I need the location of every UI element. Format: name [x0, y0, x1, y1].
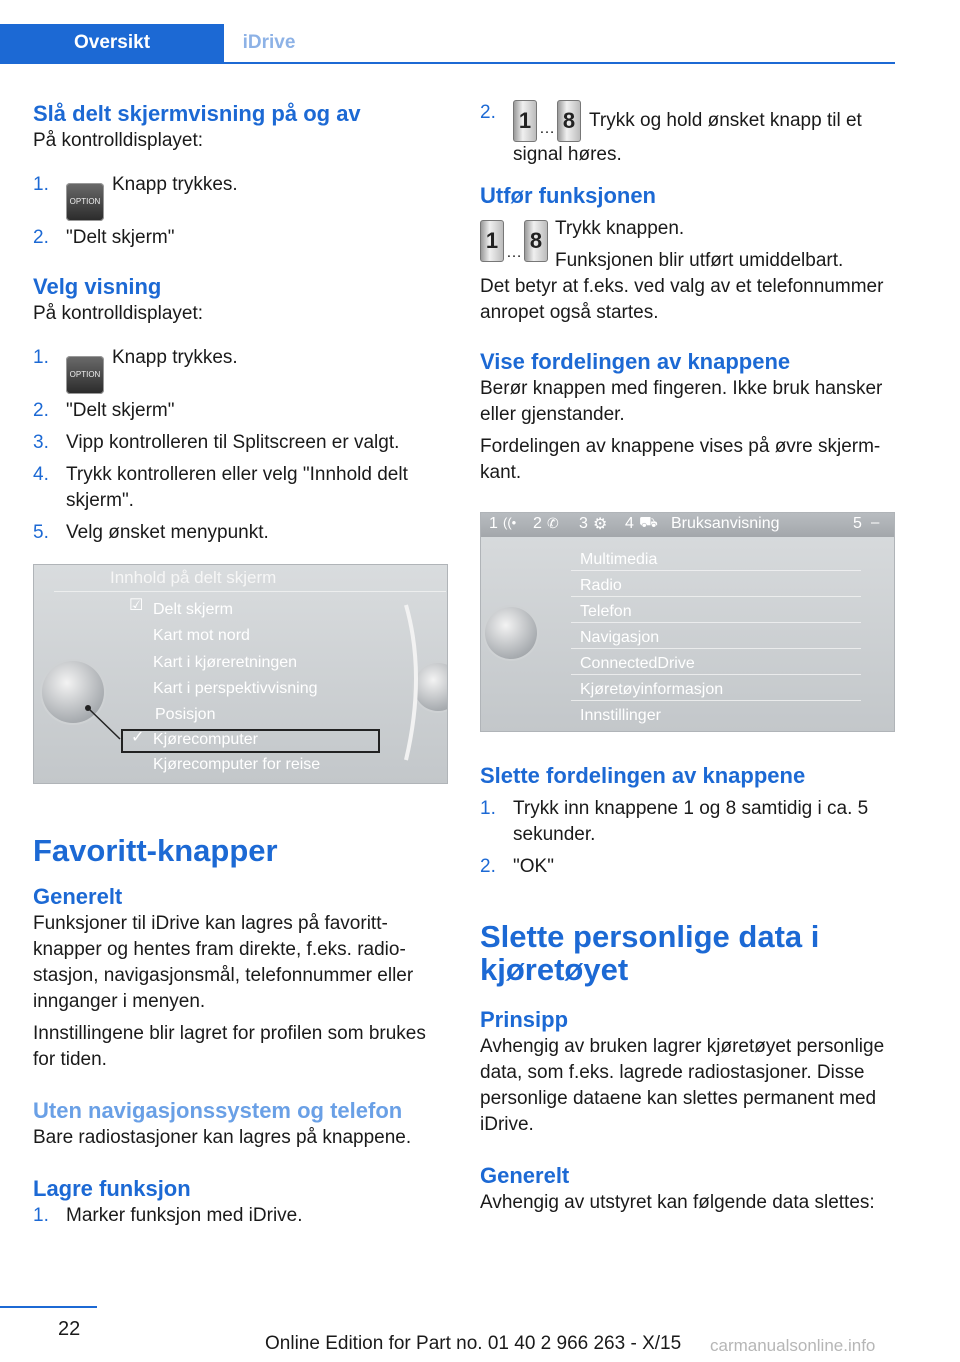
favorite-keys-icon: 1 … 8 — [480, 220, 548, 262]
step-list — [33, 345, 448, 546]
list-item: 3. Vipp kontrolleren til Splitscreen er valgt. — [33, 432, 400, 453]
menu-item: Radio — [580, 577, 622, 594]
menu-item: Kjøretøyinformasjon — [580, 681, 724, 698]
favorite-buttons-screenshot — [480, 512, 895, 732]
option-button-icon: OPTION — [66, 183, 104, 221]
section-heading-lagre: Lagre funksjon — [33, 1176, 191, 1201]
dash-icon: – — [871, 514, 880, 531]
step-list — [33, 172, 448, 251]
list-item: 1. Marker funksjon med iDrive. — [33, 1205, 303, 1226]
header-tabbar — [0, 24, 895, 64]
list-item: 1. Trykk inn knappene 1 og 8 samtidig i ca. 5 sekunder. — [480, 798, 869, 845]
step-list — [33, 1203, 448, 1229]
menu-item: Multimedia — [580, 551, 658, 568]
list-item: 1. OPTIONKnapp trykkes. — [33, 345, 448, 394]
paragraph: Avhengig av utstyret kan følgende data slettes: — [480, 1192, 875, 1213]
menu-item: Telefon — [580, 603, 632, 620]
page-number: 22 — [58, 1318, 81, 1340]
favorite-topbar: 1 ((• 2 ✆ 3 ⚙ 4 ⛟ Bruksanvisning 5 – — [481, 513, 894, 537]
list-item: 1. OPTIONKnapp trykkes. — [33, 172, 448, 221]
favorite-key-8-icon: 8 — [557, 100, 581, 142]
paragraph: Bare radiostasjoner kan lagres på knappene. — [33, 1127, 412, 1148]
utfor-block — [480, 216, 896, 326]
paragraph: Berør knappen med fingeren. Ikke bruk hansker eller gjenstander. — [480, 378, 883, 425]
chapter-heading-personlige-data: Slette personlige data i kjøretøyet — [480, 919, 820, 987]
section-heading-prinsipp: Prinsipp — [480, 1007, 569, 1032]
step-list — [480, 796, 896, 880]
list-item: 5. Velg ønsket menypunkt. — [33, 522, 269, 543]
checkbox-check-icon: ☑ — [129, 597, 144, 614]
list-item: 4. Trykk kontrolleren eller velg "Innhold delt skjerm". — [33, 464, 408, 511]
topbar-label: Bruksanvisning — [671, 515, 780, 532]
checkmark-icon: ✓ — [131, 729, 145, 746]
menu-item: Innstillinger — [580, 707, 661, 724]
paragraph: Funksjoner til iDrive kan lagres på favorittknapper og hentes fram direkte, f.eks. radiostasjon, navigasjonsmål, telefonnummer eller innganger i menyen. — [33, 913, 414, 1012]
menu-item: Kart mot nord — [153, 627, 250, 644]
page-number-rule — [0, 1306, 97, 1308]
section-heading-generelt-right: Generelt — [480, 1163, 570, 1188]
watermark: carmanualsonline.info — [710, 1336, 876, 1355]
menu-item: ConnectedDrive — [580, 655, 695, 672]
car-icon: ⛟ — [639, 514, 658, 531]
intro-text: På kontrolldisplayet: — [33, 130, 204, 151]
list-item: 2. "OK" — [480, 856, 554, 877]
section-heading-utfor: Utfør funksjonen — [480, 183, 656, 208]
step-list — [480, 100, 896, 168]
intro-text: På kontrolldisplayet: — [33, 303, 204, 324]
menu-item: Navigasjon — [580, 629, 660, 646]
paragraph: Det betyr at f.eks. ved valg av et telefonnummer anropet også startes. — [480, 276, 884, 323]
menu-item: Delt skjerm — [153, 601, 234, 618]
gear-icon: ⚙ — [593, 516, 608, 533]
favorite-key-1-icon: 1 — [513, 100, 537, 142]
option-button-icon: OPTION — [66, 356, 104, 394]
left-column — [33, 100, 448, 1229]
phone-icon: ✆ — [547, 515, 559, 531]
section-heading-slette-fordeling: Slette fordelingen av knappene — [480, 763, 806, 788]
section-heading-vise: Vise fordelingen av knappene — [480, 349, 791, 374]
section-heading-split-screen: Slå delt skjermvisning på og av — [33, 101, 361, 126]
right-column — [480, 100, 896, 1216]
paragraph: Avhengig av bruken lagrer kjøretøyet personlige data, som f.eks. lagrede radiostasjoner. Disse personlige dataene kan slettes permanent med iDrive. — [480, 1036, 885, 1135]
section-heading-velg-visning: Velg visning — [33, 274, 162, 299]
section-heading-generelt: Generelt — [33, 884, 123, 909]
radio-icon: ((• — [503, 515, 517, 530]
list-item: 2. "Delt skjerm" — [33, 400, 175, 421]
menu-item: Kjørecomputer for reise — [153, 756, 321, 773]
menu-item: Kart i perspektivvisning — [153, 680, 318, 697]
menu-item: Posisjon — [155, 706, 216, 723]
paragraph: Innstillingene blir lagret for profilen som brukes for tiden. — [33, 1023, 426, 1070]
section-heading-uten: Uten navigasjonssystem og telefon — [33, 1098, 403, 1123]
screenshot-title: Innhold på delt skjerm — [110, 568, 277, 587]
paragraph: Fordelingen av knappene vises på øvre skjermkant. — [480, 436, 881, 483]
menu-item: Kart i kjøreretningen — [153, 654, 298, 671]
chapter-heading-favoritt: Favoritt-knapper — [33, 833, 278, 868]
paragraph: Trykk knappen. — [555, 218, 685, 239]
tab-oversikt[interactable]: Oversikt — [0, 24, 224, 62]
footer-edition: Online Edition for Part no. 01 40 2 966 263 - X/15 — [265, 1333, 682, 1354]
split-screen-menu-screenshot — [33, 564, 448, 784]
pointer-line — [34, 565, 447, 783]
list-item: 2. 1 … 8 Trykk og hold ønsket knapp til et signal høres. — [480, 102, 862, 165]
list-item: 2. "Delt skjerm" — [33, 227, 175, 248]
controller-knob-icon — [485, 607, 537, 659]
menu-item: Kjørecomputer — [153, 731, 258, 748]
paragraph: Funksjonen blir utført umiddelbart. — [555, 250, 844, 271]
tab-idrive[interactable]: iDrive — [242, 32, 296, 53]
